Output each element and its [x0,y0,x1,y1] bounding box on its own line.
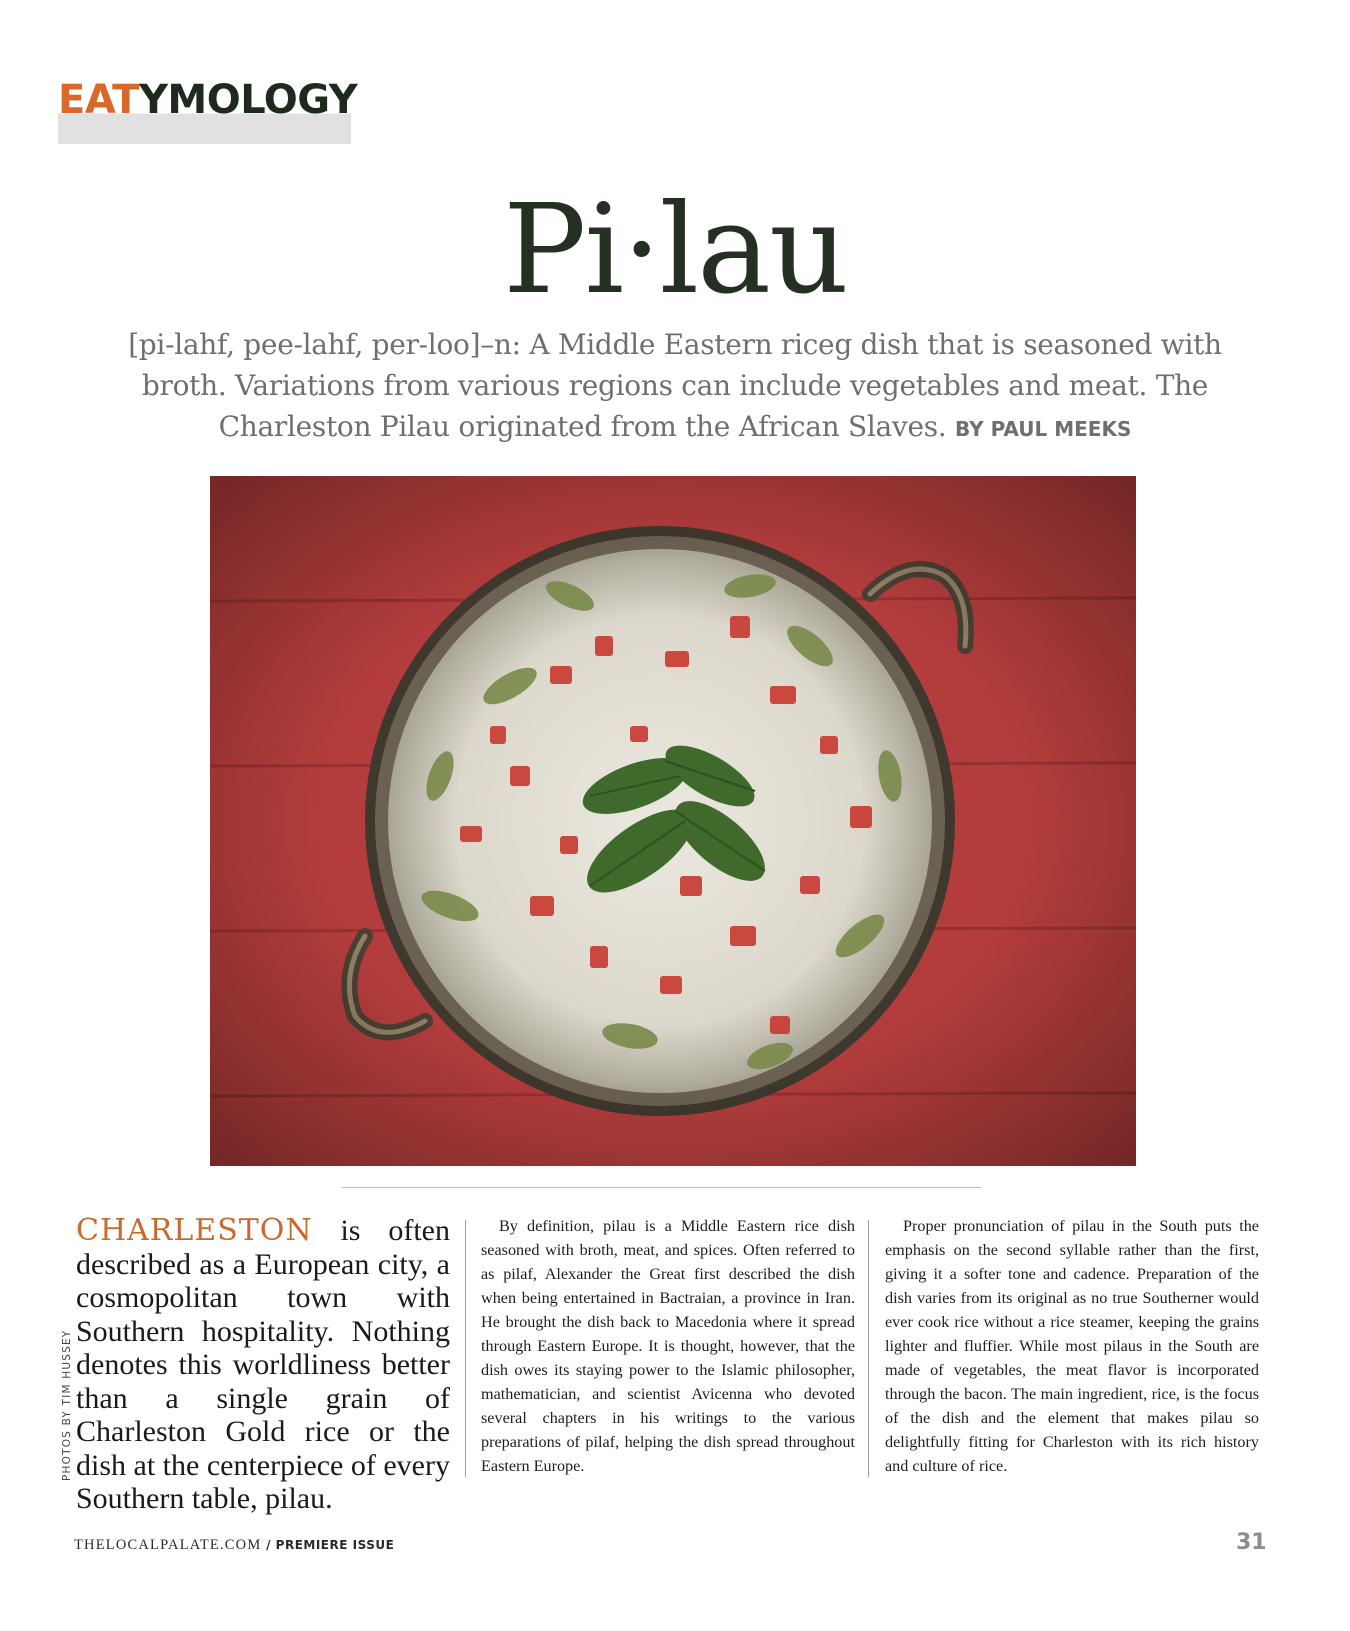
column-divider [465,1220,466,1477]
column-3-text: Proper pronunciation of pilau in the South puts the emphasis on the second syllable rather than the first, giving it a softer tone and cadence. Preparation of the dish varies from its original as no true Southerner would ever cook rice without a rice steamer, keeping the grains lighter and fluffier. While most pilaus in the South are made of vegetables, the meat flavor is incorporated through the bacon. The main ingredient, rice, is the focus of the dish and the element that makes pilau so delightfully fitting for Charleston with its rich history and culture of rice. [885,1217,1259,1475]
section-tag [58,77,358,144]
article-title: Pi·lau [503,178,847,322]
byline: BY PAUL MEEKS [955,417,1132,441]
divider-rule [342,1187,981,1188]
footer-site-issue [74,1537,394,1554]
footer-site: THELOCALPALATE.COM [74,1537,262,1553]
column-2-text: By definition, pilau is a Middle Eastern rice dish seasoned with broth, meat, and spices. Often referred to as pilaf, Alexander the Great first described the dish when being entertained in Bactraian, a province in Iran. He brought the dish back to Macedonia where it spread through Eastern Europe. It is thought, however, that the dish owes its staying power to the Islamic philosopher, mathematician, and scientist Avicenna who devoted several chapters in his writings to the various preparations of pilaf, helping the dish spread throughout Eastern Europe. [481,1217,855,1475]
dish-photo [210,476,1136,1166]
section-tag-text [58,77,358,123]
definition [90,324,1260,450]
photo-credit: PHOTOS BY TIM HUSSEY [61,1329,73,1481]
column-divider [868,1220,869,1477]
lead-text: is often described as a European city, a cosmopolitan town with Southern hospitality. Nothing denotes this worldliness better than a single grain of Charleston Gold rice or the dish at the centerpiece of every Southern table, pilau. [76,1214,450,1515]
lead-word: CHARLESTON [76,1213,313,1248]
page-number: 31 [1236,1530,1267,1555]
section-tag-rest: YMOLOGY [138,77,358,123]
footer-issue: PREMIERE ISSUE [275,1538,395,1552]
section-tag-highlight: EAT [58,77,139,123]
lead-paragraph [76,1214,450,1516]
definition-text: [pi-lahf, pee-lahf, per-loo]–n: A Middle Eastern riceg dish that is seasoned with broth. Variations from various regions can include vegetables and meat. The Charleston Pilau originated from the African Slaves. [128,328,1222,443]
footer-separator: / [261,1538,276,1552]
